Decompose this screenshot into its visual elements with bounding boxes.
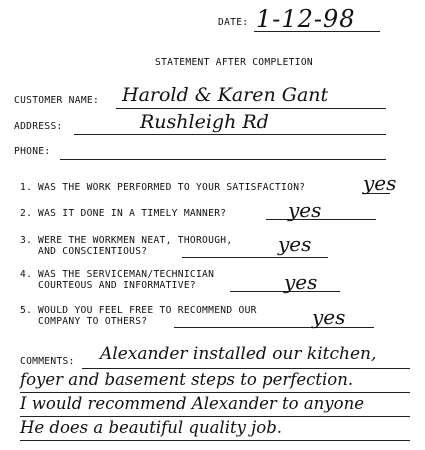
address-value: Rushleigh Rd: [140, 111, 269, 133]
comments-text-line-4: He does a beautiful quality job.: [20, 418, 283, 437]
question-5-answer: yes: [312, 305, 346, 329]
question-2-number: 2.: [20, 208, 33, 219]
question-1-answer: yes: [363, 171, 397, 195]
question-4-answer: yes: [284, 270, 318, 294]
comments-line-1: [82, 368, 410, 369]
comments-text-line-1: Alexander installed our kitchen,: [100, 344, 377, 364]
address-label: ADDRESS:: [14, 121, 63, 132]
customer-name-label: CUSTOMER NAME:: [14, 95, 100, 106]
address-line: [74, 134, 386, 135]
phone-line: [60, 159, 386, 160]
question-1-text: WAS THE WORK PERFORMED TO YOUR SATISFACTION?: [38, 182, 306, 193]
customer-name-line: [116, 108, 386, 109]
form-title: STATEMENT AFTER COMPLETION: [155, 57, 313, 68]
comments-text-line-2: foyer and basement steps to perfection.: [20, 370, 354, 389]
question-1-number: 1.: [20, 182, 33, 193]
date-value: 1-12-98: [256, 5, 356, 33]
comments-line-2: [20, 392, 410, 393]
question-3-number: 3.: [20, 235, 33, 246]
question-2-text: WAS IT DONE IN A TIMELY MANNER?: [38, 208, 227, 219]
question-5-number: 5.: [20, 305, 33, 316]
question-3-answer-line: [182, 257, 328, 258]
comments-label: COMMENTS:: [20, 356, 75, 367]
question-2-answer: yes: [288, 198, 322, 222]
comments-line-4: [20, 440, 410, 441]
date-label: DATE:: [218, 17, 249, 28]
question-3-text-line2: AND CONSCIENTIOUS?: [38, 246, 148, 257]
comments-line-3: [20, 416, 410, 417]
comments-text-line-3: I would recommend Alexander to anyone: [20, 394, 364, 413]
question-4-number: 4.: [20, 269, 33, 280]
question-5-text-line2: COMPANY TO OTHERS?: [38, 316, 148, 327]
question-4-text-line2: COURTEOUS AND INFORMATIVE?: [38, 280, 196, 291]
question-5-text-line1: WOULD YOU FEEL FREE TO RECOMMEND OUR: [38, 305, 257, 316]
question-4-text-line1: WAS THE SERVICEMAN/TECHNICIAN: [38, 269, 215, 280]
question-3-answer: yes: [278, 232, 312, 256]
customer-name-value: Harold & Karen Gant: [122, 84, 329, 106]
phone-label: PHONE:: [14, 146, 51, 157]
question-3-text-line1: WERE THE WORKMEN NEAT, THOROUGH,: [38, 235, 233, 246]
